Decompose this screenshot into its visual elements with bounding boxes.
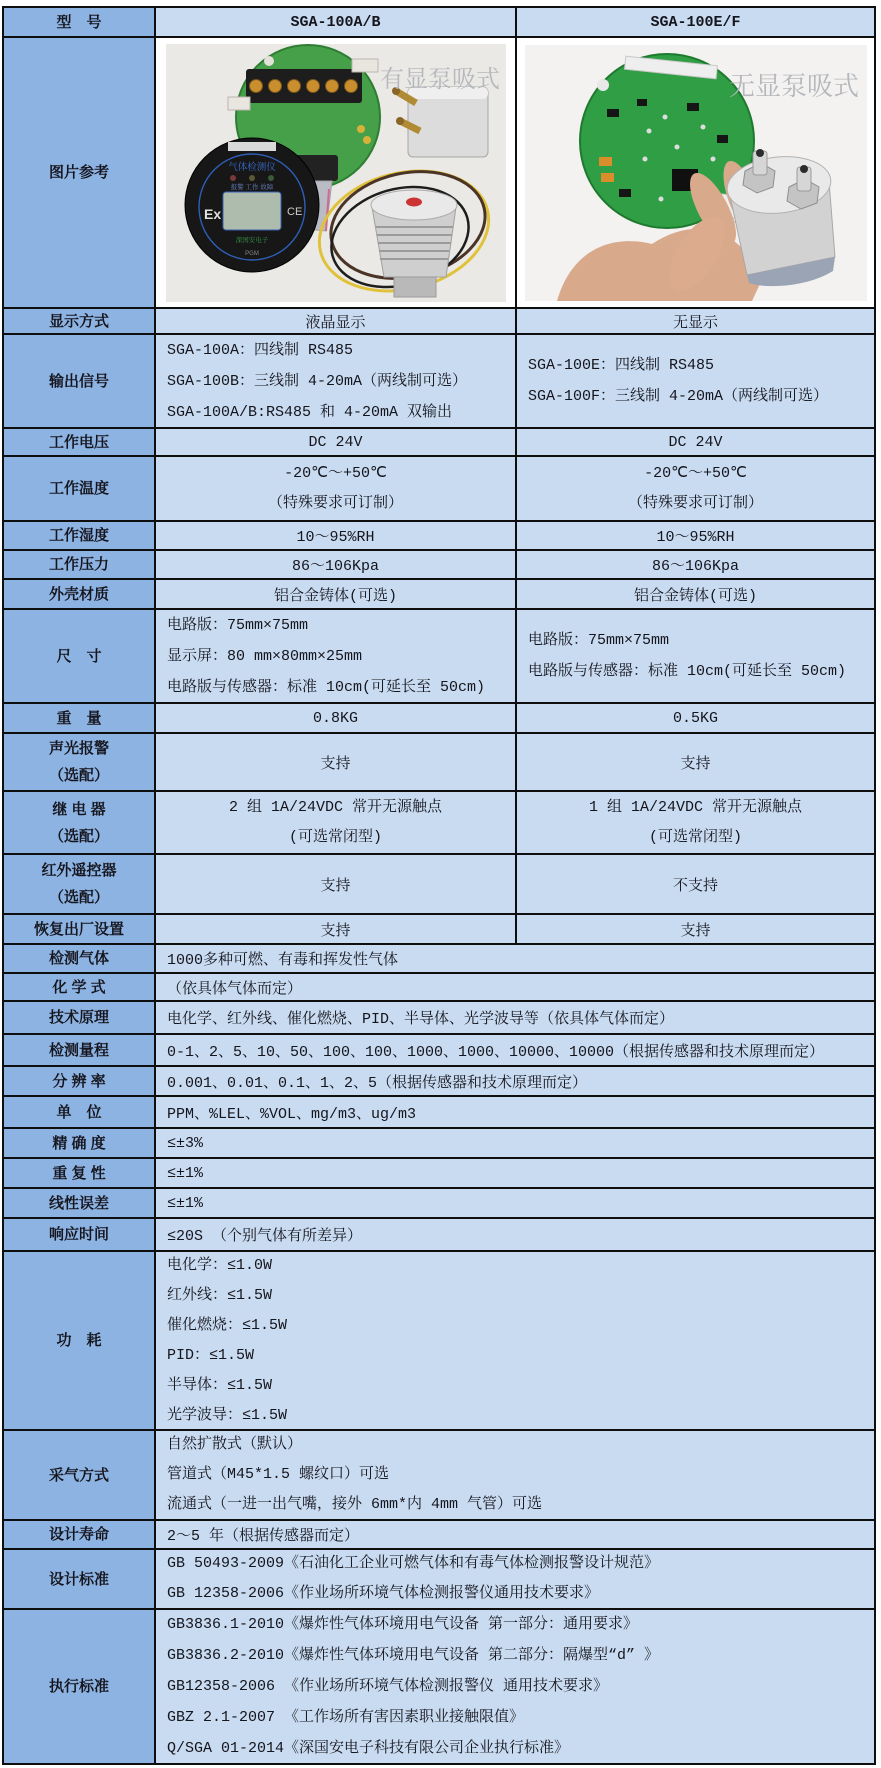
output-signal-b [515, 335, 874, 427]
row-sampling-method [4, 1429, 874, 1519]
working-humidity-b: 10～95%RH [515, 522, 874, 549]
weight-a: 0.8KG [154, 704, 515, 732]
audible-visual-alarm-a: 支持 [154, 734, 515, 790]
row-working-pressure [4, 549, 874, 578]
sampling-line: 管道式（M45*1.5 螺纹口）可选 [167, 1466, 390, 1483]
label-power-consumption: 功 耗 [4, 1252, 154, 1429]
photo-row-label: 图片参考 [4, 38, 154, 307]
execution-standard-line: GB3836.1-2010《爆炸性气体环境用电气设备 第一部分：通用要求》 [167, 1616, 639, 1633]
weight-b: 0.5KG [515, 704, 874, 732]
working-temperature-a-line: （特殊要求可订制） [267, 494, 403, 512]
label-relay [4, 792, 154, 853]
label-execution-standards: 执行标准 [4, 1610, 154, 1763]
model-b-header: SGA-100E/F [515, 8, 874, 36]
working-humidity-a: 10～95%RH [154, 522, 515, 549]
power-line: PID：≤1.5W [167, 1346, 255, 1364]
detector-ex-mark: Ex [204, 206, 222, 222]
output-signal-a-line: SGA-100A：四线制 RS485 [167, 341, 354, 359]
label-line: 继 电 器 [52, 800, 106, 818]
working-temperature-a-line: -20℃～+50℃ [284, 464, 387, 482]
execution-standard-line: GB12358-2006 《作业场所环境气体检测报警仪 通用技术要求》 [167, 1678, 609, 1695]
relay-a [154, 792, 515, 853]
row-technical-principle [4, 1000, 874, 1033]
execution-standard-line: GB3836.2-2010《爆炸性气体环境用电气设备 第二部分：隔爆型“d” 》 [167, 1647, 660, 1664]
row-relay [4, 790, 874, 853]
detector-pgm-text: PGM [245, 251, 259, 257]
output-signal-a-line: SGA-100A/B:RS485 和 4-20mA 双输出 [167, 403, 453, 421]
row-detection-range [4, 1033, 874, 1065]
label-repeatability: 重 复 性 [4, 1159, 154, 1187]
row-chemical-formula [4, 972, 874, 1000]
row-dimensions [4, 608, 874, 702]
output-signal-a [154, 335, 515, 427]
design-standards-value [154, 1550, 874, 1608]
row-weight [4, 702, 874, 732]
label-working-voltage: 工作电压 [4, 429, 154, 455]
label-factory-reset: 恢复出厂设置 [4, 915, 154, 943]
label-weight: 重 量 [4, 704, 154, 732]
label-audible-visual-alarm [4, 734, 154, 790]
factory-reset-a: 支持 [154, 915, 515, 943]
row-repeatability [4, 1157, 874, 1187]
relay-a-line: (可选常闭型) [288, 828, 382, 846]
model-a-header: SGA-100A/B [154, 8, 515, 36]
execution-standard-line: GBZ 2.1-2007 《工作场所有害因素职业接触限值》 [167, 1709, 525, 1726]
label-line: 红外遥控器 [41, 862, 117, 879]
label-working-temperature: 工作温度 [4, 457, 154, 520]
power-line: 光学波导：≤1.5W [167, 1406, 288, 1424]
label-unit: 单 位 [4, 1097, 154, 1127]
relay-b-line: 1 组 1A/24VDC 常开无源触点 [588, 798, 803, 816]
working-temperature-b-line: （特殊要求可订制） [627, 494, 763, 512]
row-shell-material [4, 578, 874, 608]
row-design-lifespan [4, 1519, 874, 1548]
row-output-signal [4, 333, 874, 427]
design-standard-line: GB 50493-2009《石油化工企业可燃气体和有毒气体检测报警设计规范》 [167, 1555, 660, 1572]
detectable-gases-value: 1000多种可燃、有毒和挥发性气体 [154, 945, 874, 972]
pcb-board-icon [580, 54, 754, 228]
label-detectable-gases: 检测气体 [4, 945, 154, 972]
dimensions-a-line: 电路版与传感器：标准 10cm(可延长至 50cm) [167, 678, 486, 696]
label-line: 声光报警 [48, 740, 109, 757]
row-working-humidity [4, 520, 874, 549]
shell-material-b: 铝合金铸体(可选) [515, 580, 874, 608]
relay-a-line: 2 组 1A/24VDC 常开无源触点 [228, 798, 443, 816]
row-response-time [4, 1217, 874, 1250]
product-photo-left [154, 38, 515, 307]
audible-visual-alarm-b: 支持 [515, 734, 874, 790]
display-mode-b: 无显示 [515, 309, 874, 333]
detector-led-labels: 报警 工作 故障 [230, 184, 274, 191]
label-shell-material: 外壳材质 [4, 580, 154, 608]
dimensions-a-line: 显示屏：80 mm×80mm×25mm [167, 647, 363, 665]
label-working-pressure: 工作压力 [4, 551, 154, 578]
label-design-lifespan: 设计寿命 [4, 1521, 154, 1548]
label-accuracy: 精 确 度 [4, 1129, 154, 1157]
resolution-value: 0.001、0.01、0.1、1、2、5（根据传感器和技术原理而定） [154, 1067, 874, 1095]
row-working-temperature [4, 455, 874, 520]
label-resolution: 分 辨 率 [4, 1067, 154, 1095]
sampling-line: 自然扩散式（默认） [167, 1436, 303, 1453]
row-execution-standards [4, 1608, 874, 1763]
product-photo-right-illustration [517, 39, 874, 306]
output-signal-b-line: SGA-100F：三线制 4-20mA（两线制可选） [528, 388, 829, 405]
product-photo-right [515, 38, 874, 307]
sampling-method-value [154, 1431, 874, 1519]
power-line: 半导体：≤1.5W [167, 1376, 273, 1394]
output-signal-b-line: SGA-100E：四线制 RS485 [528, 357, 715, 374]
label-display-mode: 显示方式 [4, 309, 154, 333]
detection-range-value: 0-1、2、5、10、50、100、100、1000、1000、10000、10000（根据传感器和技术原理而定） [154, 1035, 874, 1065]
unit-value: PPM、%LEL、%VOL、mg/m3、ug/m3 [154, 1097, 874, 1127]
detector-ce-mark: CE [287, 206, 303, 218]
label-line: （选配） [48, 889, 109, 906]
row-linearity-error [4, 1187, 874, 1217]
row-design-standards [4, 1548, 874, 1608]
detector-title-text: 气体检测仪 [228, 162, 276, 173]
row-detectable-gases [4, 943, 874, 972]
power-consumption-value [154, 1252, 874, 1429]
label-technical-principle: 技术原理 [4, 1002, 154, 1033]
power-line: 电化学：≤1.0W [167, 1256, 273, 1274]
row-resolution [4, 1065, 874, 1095]
label-linearity-error: 线性误差 [4, 1189, 154, 1217]
label-chemical-formula: 化 学 式 [4, 974, 154, 1000]
watermark-text-left: 有显泵吸式 [380, 66, 500, 93]
technical-principle-value: 电化学、红外线、催化燃烧、PID、半导体、光学波导等（依具体气体而定） [154, 1002, 874, 1033]
ir-remote-b: 不支持 [515, 855, 874, 913]
ir-remote-a: 支持 [154, 855, 515, 913]
response-time-value: ≤20S （个别气体有所差异） [154, 1219, 874, 1250]
execution-standards-value [154, 1610, 874, 1763]
dimensions-a-line: 电路版：75mm×75mm [167, 616, 309, 634]
accuracy-value: ≤±3% [154, 1129, 874, 1157]
row-accuracy [4, 1127, 874, 1157]
dimensions-b [515, 610, 874, 702]
relay-b-line: (可选常闭型) [648, 828, 742, 846]
detector-face-icon [185, 138, 319, 272]
working-voltage-a: DC 24V [154, 429, 515, 455]
row-working-voltage [4, 427, 874, 455]
working-temperature-b [515, 457, 874, 520]
power-line: 红外线：≤1.5W [167, 1286, 273, 1304]
model-header-label: 型 号 [4, 8, 154, 36]
product-photo-left-illustration [156, 39, 515, 306]
label-line: （选配） [48, 827, 109, 845]
chemical-formula-value: （依具体气体而定） [154, 974, 874, 1000]
spec-table [2, 6, 876, 1765]
label-sampling-method: 采气方式 [4, 1431, 154, 1519]
detector-brand-text: 深国安电子 [235, 237, 269, 244]
execution-standard-line: Q/SGA 01-2014《深国安电子科技有限公司企业执行标准》 [167, 1740, 570, 1757]
row-display-mode [4, 307, 874, 333]
label-design-standards: 设计标准 [4, 1550, 154, 1608]
row-power-consumption [4, 1250, 874, 1429]
output-signal-a-line: SGA-100B：三线制 4-20mA（两线制可选） [167, 372, 468, 390]
label-ir-remote [4, 855, 154, 913]
design-lifespan-value: 2～5 年（根据传感器而定） [154, 1521, 874, 1548]
power-line: 催化燃烧：≤1.5W [167, 1316, 288, 1334]
label-response-time: 响应时间 [4, 1219, 154, 1250]
dimensions-b-line: 电路版：75mm×75mm [528, 632, 670, 649]
repeatability-value: ≤±1% [154, 1159, 874, 1187]
label-output-signal: 输出信号 [4, 335, 154, 427]
row-audible-visual-alarm [4, 732, 874, 790]
shell-material-a: 铝合金铸体(可选) [154, 580, 515, 608]
photo-row [4, 36, 874, 307]
design-standard-line: GB 12358-2006《作业场所环境气体检测报警仪通用技术要求》 [167, 1585, 600, 1602]
table-header-row [4, 8, 874, 36]
working-pressure-a: 86～106Kpa [154, 551, 515, 578]
working-temperature-a [154, 457, 515, 520]
factory-reset-b: 支持 [515, 915, 874, 943]
working-pressure-b: 86～106Kpa [515, 551, 874, 578]
relay-b [515, 792, 874, 853]
label-detection-range: 检测量程 [4, 1035, 154, 1065]
label-working-humidity: 工作湿度 [4, 522, 154, 549]
dimensions-a [154, 610, 515, 702]
row-unit [4, 1095, 874, 1127]
label-line: （选配） [48, 767, 109, 784]
sampling-line: 流通式（一进一出气嘴，接外 6mm*内 4mm 气管）可选 [167, 1496, 543, 1513]
dimensions-b-line: 电路版与传感器：标准 10cm(可延长至 50cm) [528, 663, 847, 680]
row-factory-reset [4, 913, 874, 943]
watermark-text-right: 无显泵吸式 [728, 71, 859, 101]
working-voltage-b: DC 24V [515, 429, 874, 455]
display-mode-a: 液晶显示 [154, 309, 515, 333]
working-temperature-b-line: -20℃～+50℃ [644, 464, 747, 482]
label-dimensions: 尺 寸 [4, 610, 154, 702]
row-ir-remote [4, 853, 874, 913]
linearity-error-value: ≤±1% [154, 1189, 874, 1217]
